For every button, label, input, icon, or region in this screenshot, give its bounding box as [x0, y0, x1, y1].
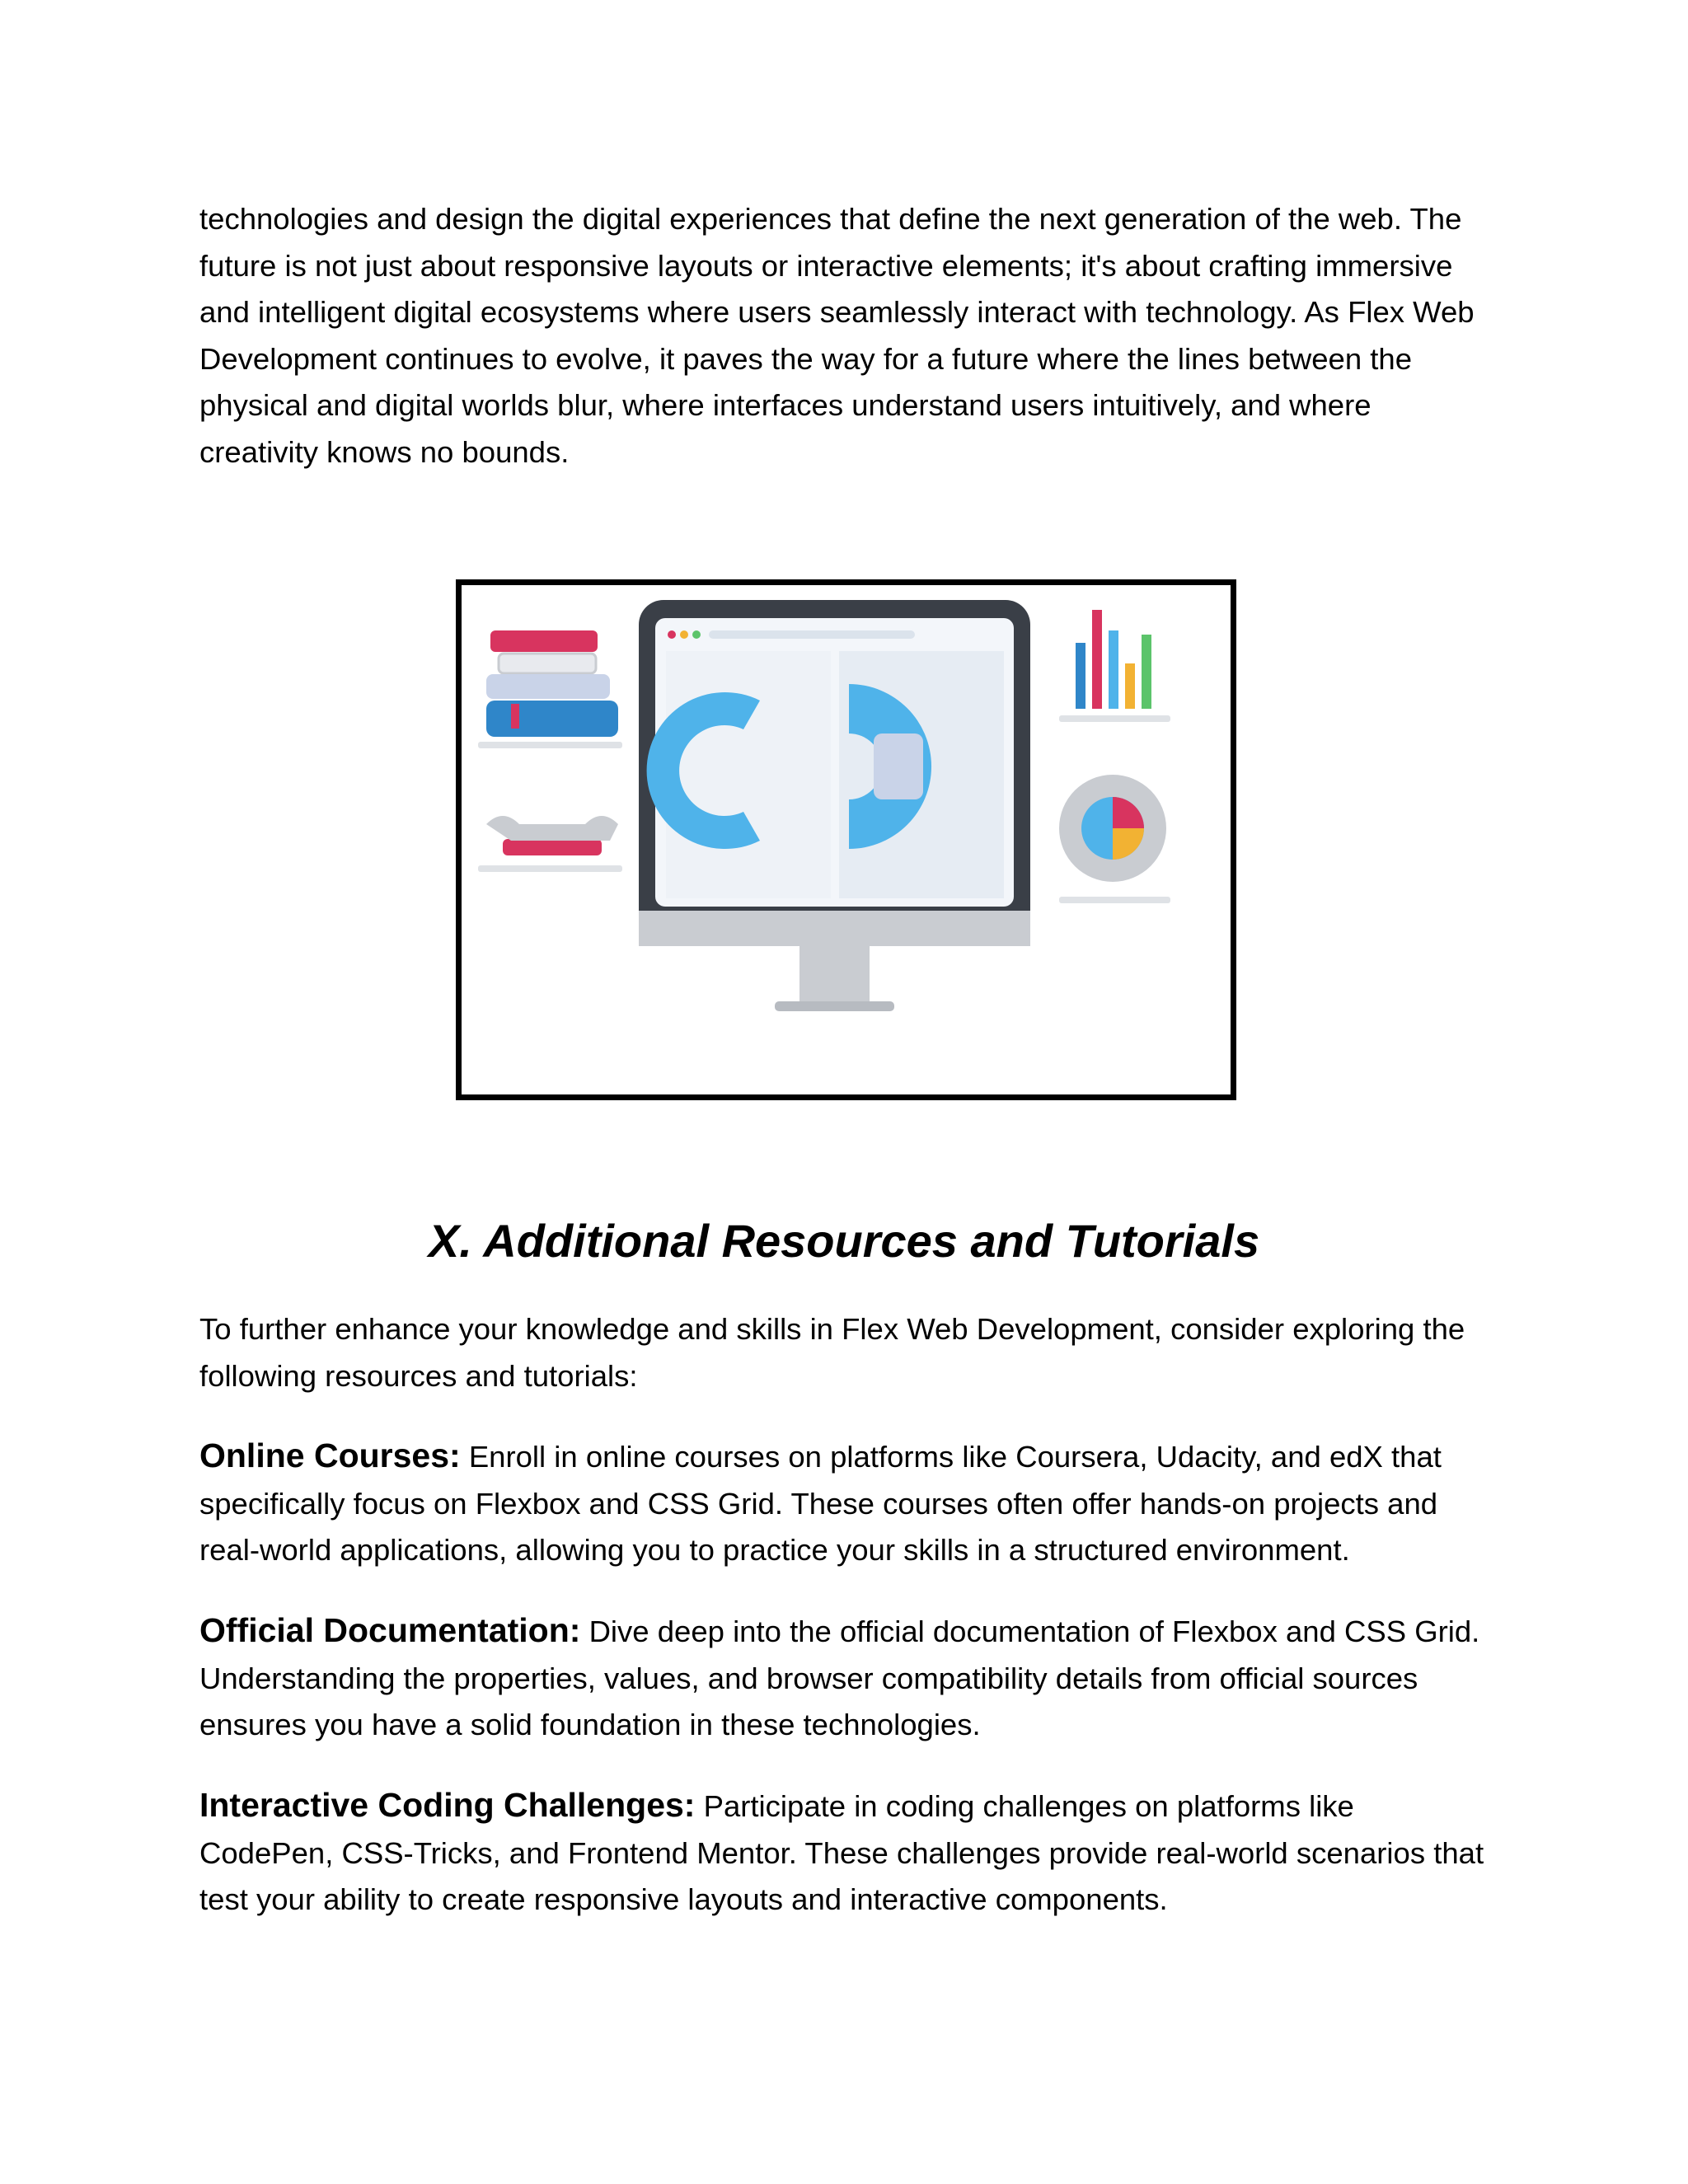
monitor-illustration-svg [462, 585, 1231, 1094]
resource-description: Dive deep into the official documentation of Flexbox and CSS Grid. Understanding the properties, values, and browser compatibility details from official sources ensures you have a solid foundation in these technologies. [199, 1615, 1480, 1741]
resource-term: Official Documentation: [199, 1611, 581, 1649]
resource-description: Participate in coding challenges on platforms like CodePen, CSS-Tricks, and Frontend Mentor. These challenges provide real-world scenarios that test your ability to create responsive layouts and interactive components. [199, 1789, 1484, 1916]
section-heading: X. Additional Resources and Tutorials [428, 1215, 1260, 1267]
books-icon [478, 630, 622, 748]
monitor-icon [639, 600, 1030, 1011]
resource-item-online-courses [199, 1432, 1493, 1574]
resource-term: Interactive Coding Challenges: [199, 1786, 696, 1824]
resource-description: Enroll in online courses on platforms like Coursera, Udacity, and edX that specifically focus on Flexbox and CSS Grid. These courses often offer hands-on projects and real-world applications, allowing you to practice your skills in a structured environment. [199, 1440, 1442, 1567]
flex-web-illustration [456, 579, 1236, 1100]
wrench-icon [478, 816, 622, 872]
gear-icon [1059, 775, 1170, 903]
bar-chart-icon [1059, 610, 1170, 722]
section-lead-paragraph: To further enhance your knowledge and skills in Flex Web Development, consider exploring the following resources and tutorials: [199, 1312, 1465, 1393]
intro-paragraph: technologies and design the digital experiences that define the next generation of the web. The future is not just about responsive layouts or interactive elements; it's about crafting immersive and intelligent digital ecosystems where users seamlessly interact with technology. As Flex Web Development continues to evolve, it paves the way for a future where the lines between the physical and digital worlds blur, where interfaces understand users intuitively, and where creativity knows no bounds. [199, 202, 1475, 469]
resource-item-coding-challenges [199, 1782, 1493, 1924]
resource-term: Online Courses: [199, 1436, 461, 1474]
resource-item-official-documentation [199, 1607, 1493, 1749]
